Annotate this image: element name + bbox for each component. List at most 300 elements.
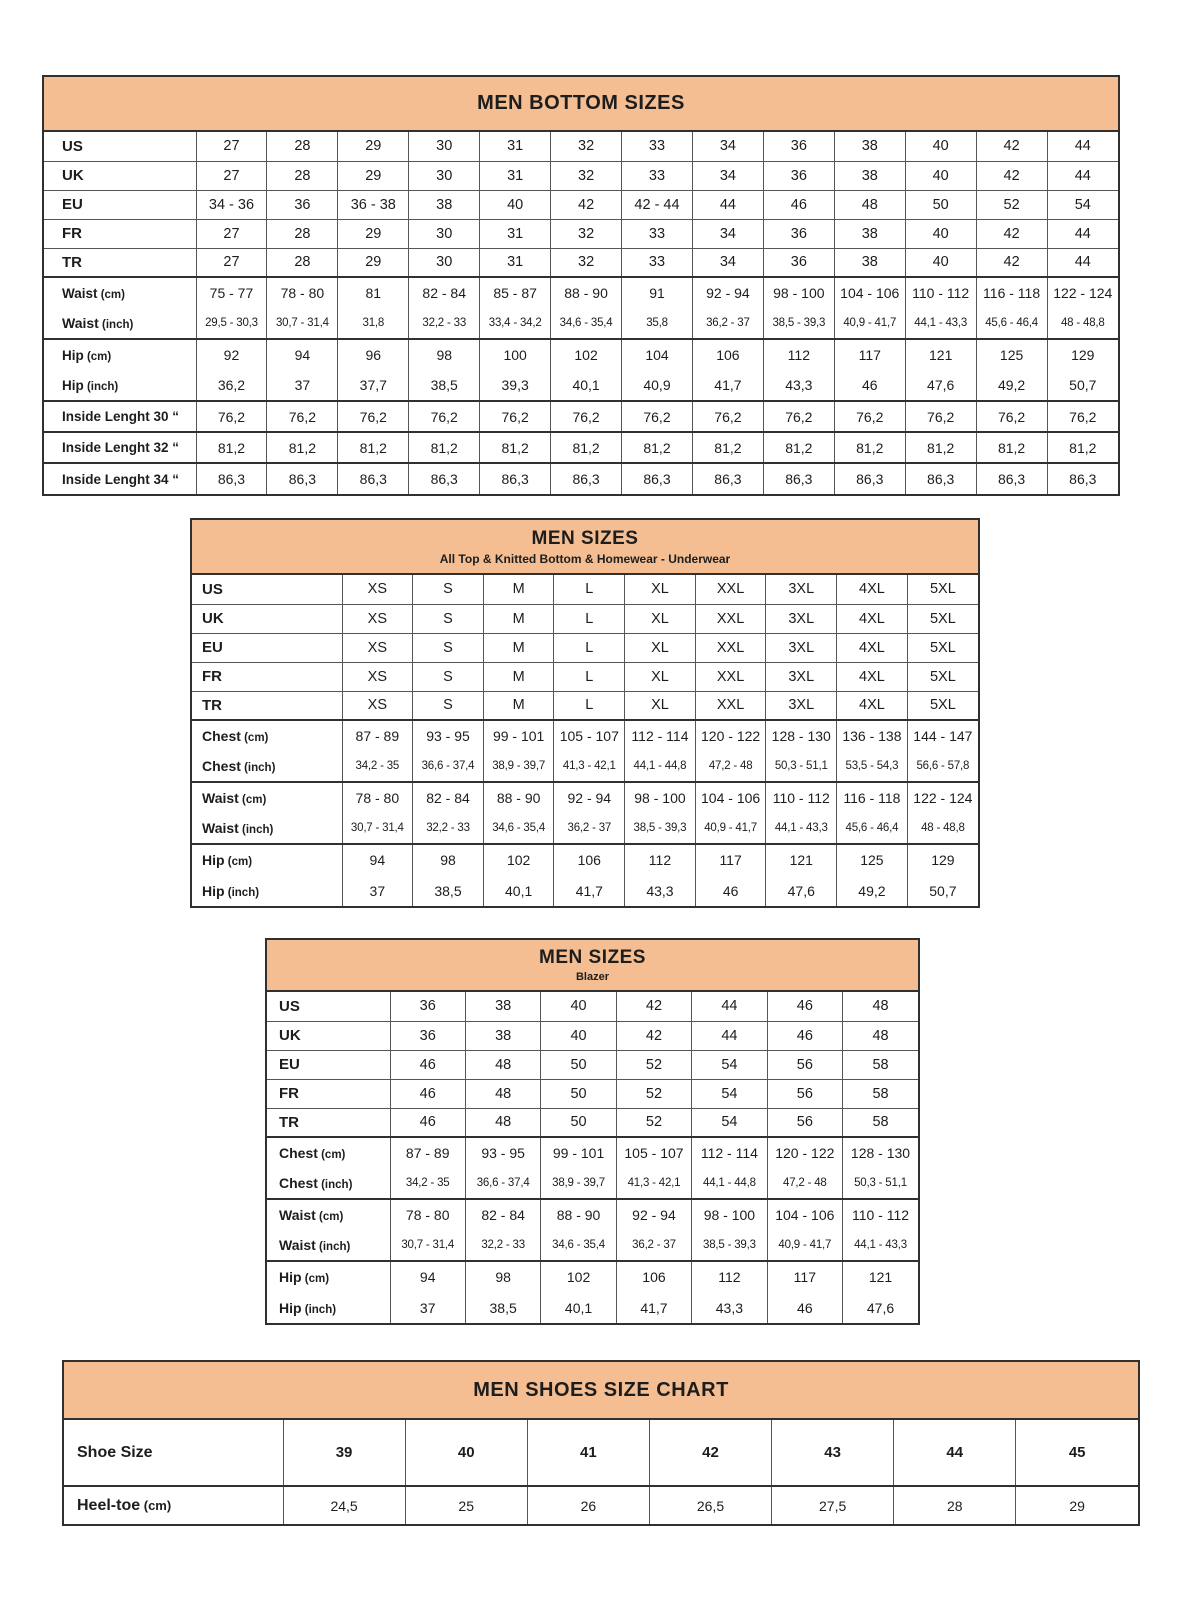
row-label-text: UK bbox=[202, 610, 224, 627]
value-cell: XXL bbox=[695, 633, 766, 662]
value-cell: 50,3 - 51,1 bbox=[843, 1168, 918, 1199]
value-cell: 30,7 - 31,4 bbox=[267, 308, 338, 339]
row-label bbox=[44, 161, 196, 190]
value-cell: 4XL bbox=[837, 691, 908, 720]
value-cell: 78 - 80 bbox=[267, 277, 338, 308]
value-cell: 38 bbox=[465, 992, 540, 1021]
value-cell: 40,9 - 41,7 bbox=[695, 813, 766, 844]
value-cell: 40,9 bbox=[622, 370, 693, 401]
value-cell: L bbox=[554, 662, 625, 691]
value-cell: 47,2 - 48 bbox=[767, 1168, 842, 1199]
row-label-text: Heel-toe bbox=[77, 1496, 141, 1514]
value-cell: 58 bbox=[843, 1108, 918, 1137]
table-row bbox=[267, 1050, 918, 1079]
value-cell: 26,5 bbox=[649, 1486, 771, 1524]
value-cell: 49,2 bbox=[976, 370, 1047, 401]
value-cell: 54 bbox=[1047, 190, 1118, 219]
row-label bbox=[267, 1021, 390, 1050]
value-cell: 3XL bbox=[766, 691, 837, 720]
value-cell: 38 bbox=[409, 190, 480, 219]
value-cell: 34,6 - 35,4 bbox=[541, 1230, 616, 1261]
value-cell: 31 bbox=[480, 132, 551, 161]
value-cell: 42 bbox=[976, 219, 1047, 248]
value-cell: 40,1 bbox=[483, 875, 554, 906]
row-label-unit: (cm) bbox=[97, 288, 125, 301]
value-cell: 44,1 - 44,8 bbox=[625, 751, 696, 782]
value-cell: 3XL bbox=[766, 575, 837, 604]
table-row bbox=[192, 875, 978, 906]
value-cell: 31 bbox=[480, 248, 551, 277]
value-cell: 88 - 90 bbox=[541, 1199, 616, 1230]
row-group bbox=[267, 1199, 918, 1261]
row-label-text: Hip bbox=[279, 1299, 302, 1316]
value-cell: 44,1 - 43,3 bbox=[843, 1230, 918, 1261]
table-row bbox=[192, 575, 978, 604]
value-cell: 92 - 94 bbox=[692, 277, 763, 308]
row-group bbox=[44, 463, 1118, 494]
value-cell: 27 bbox=[196, 132, 267, 161]
value-cell: 125 bbox=[976, 339, 1047, 370]
value-cell: 44 bbox=[1047, 132, 1118, 161]
value-cell: 86,3 bbox=[480, 463, 551, 494]
row-label-text: Hip bbox=[279, 1269, 302, 1285]
value-cell: 44,1 - 44,8 bbox=[692, 1168, 767, 1199]
value-cell: 98 bbox=[413, 844, 484, 875]
value-cell: 44,1 - 43,3 bbox=[766, 813, 837, 844]
value-cell: 37 bbox=[267, 370, 338, 401]
value-cell: 52 bbox=[616, 1079, 691, 1108]
value-cell: 33 bbox=[622, 219, 693, 248]
value-cell: 120 - 122 bbox=[767, 1137, 842, 1168]
value-cell: 53,5 - 54,3 bbox=[837, 751, 908, 782]
value-cell: 81,2 bbox=[834, 432, 905, 463]
value-cell: XS bbox=[342, 662, 413, 691]
value-cell: 45 bbox=[1016, 1420, 1138, 1486]
row-group bbox=[192, 844, 978, 906]
row-label bbox=[267, 1079, 390, 1108]
row-group bbox=[44, 401, 1118, 432]
value-cell: 87 - 89 bbox=[342, 720, 413, 751]
value-cell: 27 bbox=[196, 248, 267, 277]
value-cell: 29 bbox=[338, 248, 409, 277]
row-label-unit: (cm) bbox=[240, 732, 269, 744]
value-cell: 30 bbox=[409, 219, 480, 248]
value-cell: 86,3 bbox=[196, 463, 267, 494]
row-label bbox=[192, 813, 342, 844]
value-cell: 52 bbox=[976, 190, 1047, 219]
value-cell: 48 bbox=[465, 1079, 540, 1108]
value-cell: XS bbox=[342, 691, 413, 720]
value-cell: XL bbox=[625, 575, 696, 604]
value-cell: 36,6 - 37,4 bbox=[465, 1168, 540, 1199]
value-cell: 38,5 bbox=[465, 1292, 540, 1323]
value-cell: 47,6 bbox=[843, 1292, 918, 1323]
row-label bbox=[192, 691, 342, 720]
row-label-text: Chest bbox=[279, 1175, 318, 1191]
row-label-text: Waist bbox=[279, 1237, 316, 1253]
table-row bbox=[44, 248, 1118, 277]
men-bottom-sizes-table bbox=[42, 75, 1120, 496]
value-cell: 54 bbox=[692, 1079, 767, 1108]
table-title: MEN SIZES bbox=[531, 527, 639, 549]
value-cell: S bbox=[413, 575, 484, 604]
value-cell: 81,2 bbox=[196, 432, 267, 463]
table-subtitle: Blazer bbox=[575, 971, 610, 983]
row-label bbox=[192, 604, 342, 633]
value-cell: XS bbox=[342, 633, 413, 662]
value-cell: 36,2 - 37 bbox=[554, 813, 625, 844]
value-cell: XXL bbox=[695, 691, 766, 720]
value-cell: 36,2 - 37 bbox=[692, 308, 763, 339]
value-cell: 82 - 84 bbox=[413, 782, 484, 813]
row-label-text: Chest bbox=[202, 728, 241, 744]
value-cell: 86,3 bbox=[834, 463, 905, 494]
value-cell: 58 bbox=[843, 1079, 918, 1108]
row-label bbox=[267, 992, 390, 1021]
value-cell: 86,3 bbox=[267, 463, 338, 494]
value-cell: 121 bbox=[843, 1261, 918, 1292]
value-cell: 33,4 - 34,2 bbox=[480, 308, 551, 339]
value-cell: 98 bbox=[409, 339, 480, 370]
row-label bbox=[267, 1168, 390, 1199]
value-cell: 86,3 bbox=[409, 463, 480, 494]
row-label-unit: (inch) bbox=[238, 824, 274, 836]
row-label bbox=[44, 219, 196, 248]
value-cell: 76,2 bbox=[1047, 401, 1118, 432]
value-cell: 5XL bbox=[907, 604, 978, 633]
value-cell: 34 bbox=[692, 219, 763, 248]
value-cell: 44 bbox=[1047, 219, 1118, 248]
value-cell: 37 bbox=[342, 875, 413, 906]
value-cell: 41,7 bbox=[554, 875, 625, 906]
row-label bbox=[192, 751, 342, 782]
value-cell: XXL bbox=[695, 604, 766, 633]
value-cell: 86,3 bbox=[622, 463, 693, 494]
value-cell: 99 - 101 bbox=[483, 720, 554, 751]
value-cell: 50,7 bbox=[1047, 370, 1118, 401]
table-row bbox=[192, 604, 978, 633]
value-cell: 43 bbox=[772, 1420, 894, 1486]
row-label-text: Hip bbox=[202, 882, 225, 899]
value-cell: 43,3 bbox=[692, 1292, 767, 1323]
value-cell: 47,6 bbox=[905, 370, 976, 401]
value-cell: 112 bbox=[625, 844, 696, 875]
row-label bbox=[192, 875, 342, 906]
value-cell: 5XL bbox=[907, 633, 978, 662]
row-label-unit: (cm) bbox=[315, 1211, 344, 1223]
row-label-unit: (inch) bbox=[98, 319, 134, 331]
row-label bbox=[44, 339, 196, 370]
value-cell: L bbox=[554, 633, 625, 662]
row-group bbox=[44, 132, 1118, 277]
row-label-unit: (cm) bbox=[238, 794, 267, 806]
row-label bbox=[192, 782, 342, 813]
value-cell: 86,3 bbox=[551, 463, 622, 494]
value-cell: 24,5 bbox=[283, 1486, 405, 1524]
value-cell: 104 bbox=[622, 339, 693, 370]
value-cell: 144 - 147 bbox=[907, 720, 978, 751]
row-label-text: Waist bbox=[202, 790, 239, 806]
value-cell: 76,2 bbox=[905, 401, 976, 432]
value-cell: 34 bbox=[692, 248, 763, 277]
value-cell: 76,2 bbox=[480, 401, 551, 432]
value-cell: 129 bbox=[1047, 339, 1118, 370]
value-cell: XL bbox=[625, 604, 696, 633]
value-cell: 40 bbox=[905, 161, 976, 190]
value-cell: 102 bbox=[541, 1261, 616, 1292]
value-cell: 36,2 bbox=[196, 370, 267, 401]
value-cell: 47,2 - 48 bbox=[695, 751, 766, 782]
value-cell: 44 bbox=[1047, 161, 1118, 190]
value-cell: 58 bbox=[843, 1050, 918, 1079]
value-cell: 36 bbox=[763, 219, 834, 248]
row-label bbox=[44, 308, 196, 339]
value-cell: 30,7 - 31,4 bbox=[390, 1230, 465, 1261]
value-cell: 33 bbox=[622, 132, 693, 161]
value-cell: XS bbox=[342, 575, 413, 604]
value-cell: 40 bbox=[541, 992, 616, 1021]
value-cell: 33 bbox=[622, 161, 693, 190]
value-cell: 4XL bbox=[837, 633, 908, 662]
value-cell: 34,6 - 35,4 bbox=[483, 813, 554, 844]
value-cell: 30 bbox=[409, 248, 480, 277]
value-cell: 26 bbox=[527, 1486, 649, 1524]
value-cell: 27,5 bbox=[772, 1486, 894, 1524]
value-cell: 86,3 bbox=[338, 463, 409, 494]
row-label bbox=[192, 662, 342, 691]
value-cell: 128 - 130 bbox=[843, 1137, 918, 1168]
value-cell: 29 bbox=[338, 161, 409, 190]
value-cell: 76,2 bbox=[551, 401, 622, 432]
value-cell: 94 bbox=[267, 339, 338, 370]
value-cell: S bbox=[413, 604, 484, 633]
value-cell: 56 bbox=[767, 1108, 842, 1137]
value-cell: 33 bbox=[622, 248, 693, 277]
value-cell: 50,3 - 51,1 bbox=[766, 751, 837, 782]
value-cell: L bbox=[554, 604, 625, 633]
value-cell: 32,2 - 33 bbox=[465, 1230, 540, 1261]
value-cell: 86,3 bbox=[905, 463, 976, 494]
value-cell: 42 bbox=[616, 992, 691, 1021]
value-cell: 40 bbox=[541, 1021, 616, 1050]
value-cell: 30,7 - 31,4 bbox=[342, 813, 413, 844]
row-label-unit: (inch) bbox=[240, 762, 276, 774]
row-label-unit: (inch) bbox=[317, 1179, 353, 1191]
value-cell: 42 bbox=[976, 132, 1047, 161]
value-cell: 28 bbox=[267, 248, 338, 277]
value-cell: 81,2 bbox=[409, 432, 480, 463]
row-label bbox=[44, 190, 196, 219]
value-cell: 29,5 - 30,3 bbox=[196, 308, 267, 339]
value-cell: 48 bbox=[465, 1050, 540, 1079]
value-cell: 36 bbox=[390, 1021, 465, 1050]
value-cell: XL bbox=[625, 691, 696, 720]
value-cell: 42 bbox=[976, 248, 1047, 277]
table-title: MEN SIZES bbox=[539, 947, 646, 968]
row-label-unit: (inch) bbox=[315, 1241, 351, 1253]
value-cell: 40 bbox=[405, 1420, 527, 1486]
value-cell: 40 bbox=[480, 190, 551, 219]
value-cell: 42 bbox=[551, 190, 622, 219]
row-label bbox=[44, 248, 196, 277]
value-cell: 102 bbox=[483, 844, 554, 875]
value-cell: 41,3 - 42,1 bbox=[616, 1168, 691, 1199]
value-cell: 42 bbox=[976, 161, 1047, 190]
row-label-text: TR bbox=[202, 696, 222, 714]
value-cell: 28 bbox=[267, 161, 338, 190]
value-cell: 34,2 - 35 bbox=[342, 751, 413, 782]
table-row bbox=[192, 844, 978, 875]
value-cell: 122 - 124 bbox=[1047, 277, 1118, 308]
value-cell: 43,3 bbox=[763, 370, 834, 401]
row-label-unit: (cm) bbox=[301, 1273, 330, 1285]
row-group bbox=[64, 1486, 1138, 1524]
row-label bbox=[192, 720, 342, 751]
men-shoes-size-chart-table bbox=[62, 1360, 1140, 1526]
value-cell: 25 bbox=[405, 1486, 527, 1524]
row-group bbox=[64, 1420, 1138, 1486]
value-cell: 29 bbox=[338, 132, 409, 161]
value-cell: 92 - 94 bbox=[616, 1199, 691, 1230]
value-cell: 106 bbox=[616, 1261, 691, 1292]
value-cell: 31,8 bbox=[338, 308, 409, 339]
value-cell: 86,3 bbox=[976, 463, 1047, 494]
value-cell: 93 - 95 bbox=[465, 1137, 540, 1168]
value-cell: 105 - 107 bbox=[554, 720, 625, 751]
value-cell: 40,9 - 41,7 bbox=[767, 1230, 842, 1261]
value-cell: 34,6 - 35,4 bbox=[551, 308, 622, 339]
value-cell: 38 bbox=[834, 248, 905, 277]
value-cell: 98 - 100 bbox=[763, 277, 834, 308]
value-cell: 40,1 bbox=[551, 370, 622, 401]
value-cell: 54 bbox=[692, 1050, 767, 1079]
table-row bbox=[192, 720, 978, 751]
value-cell: 38,9 - 39,7 bbox=[541, 1168, 616, 1199]
table-row bbox=[44, 370, 1118, 401]
value-cell: 48 bbox=[834, 190, 905, 219]
value-cell: 94 bbox=[342, 844, 413, 875]
value-cell: L bbox=[554, 575, 625, 604]
value-cell: 99 - 101 bbox=[541, 1137, 616, 1168]
value-cell: 93 - 95 bbox=[413, 720, 484, 751]
value-cell: 125 bbox=[837, 844, 908, 875]
value-cell: 36 bbox=[763, 161, 834, 190]
value-cell: 36,2 - 37 bbox=[616, 1230, 691, 1261]
value-cell: 38,5 bbox=[413, 875, 484, 906]
value-cell: 44 bbox=[894, 1420, 1016, 1486]
row-label-text: Waist bbox=[279, 1207, 316, 1223]
row-label-text: Hip bbox=[202, 852, 225, 868]
value-cell: 40 bbox=[905, 248, 976, 277]
value-cell: 105 - 107 bbox=[616, 1137, 691, 1168]
value-cell: S bbox=[413, 633, 484, 662]
row-label-text: Hip bbox=[62, 347, 84, 363]
value-cell: 39,3 bbox=[480, 370, 551, 401]
value-cell: 28 bbox=[894, 1486, 1016, 1524]
value-cell: 128 - 130 bbox=[766, 720, 837, 751]
value-cell: 41,3 - 42,1 bbox=[554, 751, 625, 782]
value-cell: 48 bbox=[843, 992, 918, 1021]
row-group bbox=[267, 1137, 918, 1199]
table-row bbox=[44, 219, 1118, 248]
value-cell: 32 bbox=[551, 132, 622, 161]
row-label-text: Waist bbox=[202, 820, 239, 836]
value-cell: 94 bbox=[390, 1261, 465, 1292]
value-cell: 34,2 - 35 bbox=[390, 1168, 465, 1199]
value-cell: 120 - 122 bbox=[695, 720, 766, 751]
value-cell: 41 bbox=[527, 1420, 649, 1486]
table-title: MEN SHOES SIZE CHART bbox=[473, 1378, 729, 1401]
row-label-text: Chest bbox=[202, 758, 241, 774]
row-label-text: TR bbox=[62, 253, 82, 271]
value-cell: 86,3 bbox=[692, 463, 763, 494]
value-cell: 38,5 - 39,3 bbox=[625, 813, 696, 844]
value-cell: 81,2 bbox=[480, 432, 551, 463]
value-cell: 116 - 118 bbox=[837, 782, 908, 813]
value-cell: 43,3 bbox=[625, 875, 696, 906]
value-cell: 44 bbox=[692, 1021, 767, 1050]
value-cell: 5XL bbox=[907, 691, 978, 720]
value-cell: XL bbox=[625, 633, 696, 662]
value-cell: 116 - 118 bbox=[976, 277, 1047, 308]
value-cell: 40 bbox=[905, 219, 976, 248]
value-cell: 87 - 89 bbox=[390, 1137, 465, 1168]
row-group bbox=[44, 339, 1118, 401]
men-sizes-top-table bbox=[190, 518, 980, 908]
value-cell: 38 bbox=[834, 161, 905, 190]
value-cell: 34 bbox=[692, 161, 763, 190]
table-row bbox=[267, 1292, 918, 1323]
value-cell: 104 - 106 bbox=[834, 277, 905, 308]
row-label bbox=[44, 370, 196, 401]
value-cell: 32,2 - 33 bbox=[413, 813, 484, 844]
value-cell: 52 bbox=[616, 1108, 691, 1137]
row-label bbox=[267, 1108, 390, 1137]
value-cell: 38 bbox=[834, 132, 905, 161]
row-group bbox=[44, 277, 1118, 339]
value-cell: 46 bbox=[390, 1050, 465, 1079]
value-cell: 129 bbox=[907, 844, 978, 875]
value-cell: 37,7 bbox=[338, 370, 409, 401]
table-row bbox=[192, 662, 978, 691]
row-label-text: EU bbox=[279, 1056, 300, 1073]
row-label bbox=[64, 1486, 283, 1524]
value-cell: 136 - 138 bbox=[837, 720, 908, 751]
value-cell: 47,6 bbox=[766, 875, 837, 906]
row-label-text: FR bbox=[279, 1085, 299, 1102]
row-label bbox=[192, 575, 342, 604]
table-row bbox=[267, 1168, 918, 1199]
value-cell: L bbox=[554, 691, 625, 720]
table-row bbox=[64, 1420, 1138, 1486]
value-cell: 44 bbox=[692, 992, 767, 1021]
value-cell: 117 bbox=[834, 339, 905, 370]
value-cell: 42 - 44 bbox=[622, 190, 693, 219]
value-cell: 46 bbox=[834, 370, 905, 401]
value-cell: 44,1 - 43,3 bbox=[905, 308, 976, 339]
table-row bbox=[44, 277, 1118, 308]
table-header-band bbox=[267, 940, 918, 992]
table-row bbox=[267, 1108, 918, 1137]
value-cell: 76,2 bbox=[338, 401, 409, 432]
row-label-text: FR bbox=[62, 225, 82, 242]
value-cell: 110 - 112 bbox=[905, 277, 976, 308]
value-cell: 121 bbox=[905, 339, 976, 370]
row-label-text: EU bbox=[62, 196, 83, 213]
value-cell: 75 - 77 bbox=[196, 277, 267, 308]
value-cell: 104 - 106 bbox=[767, 1199, 842, 1230]
value-cell: 88 - 90 bbox=[483, 782, 554, 813]
